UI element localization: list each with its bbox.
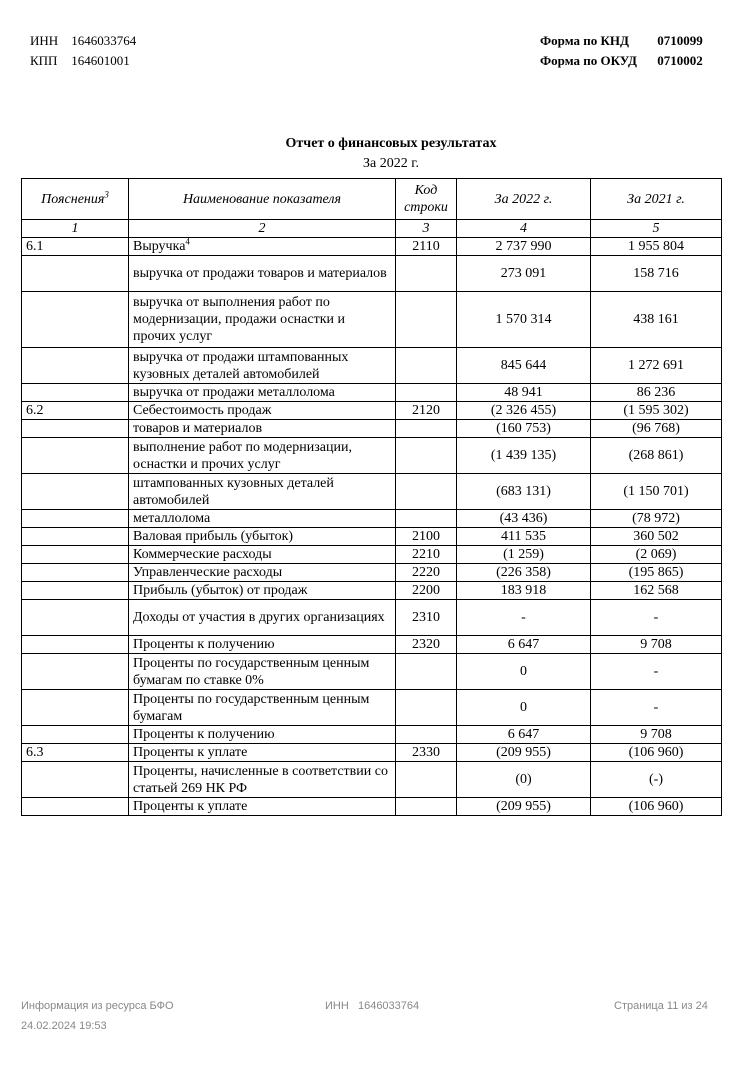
row-name-text: Выручка	[133, 239, 186, 254]
table-row	[22, 420, 722, 438]
row-value-2022: 0	[457, 654, 591, 690]
row-name-text: Проценты к получению	[133, 727, 275, 742]
row-value-2022: 273 091	[457, 256, 591, 292]
row-note	[22, 636, 129, 654]
row-name	[129, 600, 396, 636]
row-code	[396, 726, 457, 744]
col-index: 5	[591, 220, 722, 238]
table-header-row	[22, 179, 722, 220]
row-code	[396, 348, 457, 384]
kpp-line	[30, 51, 136, 71]
kpp-value: 164601001	[71, 53, 130, 68]
financial-results-table	[21, 178, 722, 816]
knd-value: 0710099	[657, 33, 703, 48]
row-value-2022: (209 955)	[457, 744, 591, 762]
okud-line	[540, 51, 703, 71]
row-value-2021: -	[591, 600, 722, 636]
row-name-text: Проценты, начисленные в соответствии со статьей 269 НК РФ	[133, 763, 388, 796]
col-header-notes-text: Пояснения	[41, 191, 105, 207]
table-row	[22, 256, 722, 292]
kpp-label: КПП	[30, 53, 58, 68]
row-code: 2320	[396, 636, 457, 654]
row-note	[22, 510, 129, 528]
table-row	[22, 510, 722, 528]
table-row	[22, 636, 722, 654]
row-name-text: Прибыль (убыток) от продаж	[133, 583, 308, 598]
row-name-text: Проценты по государственным ценным бумагам по ставке 0%	[133, 655, 370, 688]
okud-value: 0710002	[657, 53, 703, 68]
inn-line	[30, 31, 136, 51]
row-name	[129, 762, 396, 798]
row-value-2022: (209 955)	[457, 798, 591, 816]
row-code: 2220	[396, 564, 457, 582]
row-code: 2110	[396, 238, 457, 256]
row-value-2022: (1 439 135)	[457, 438, 591, 474]
row-value-2022: 6 647	[457, 726, 591, 744]
col-index: 3	[396, 220, 457, 238]
row-value-2021: (268 861)	[591, 438, 722, 474]
row-value-2022: (683 131)	[457, 474, 591, 510]
row-name-text: Проценты к уплате	[133, 745, 248, 760]
row-name-text: металлолома	[133, 511, 211, 526]
col-index: 4	[457, 220, 591, 238]
row-value-2022: (160 753)	[457, 420, 591, 438]
row-note	[22, 564, 129, 582]
row-value-2021: 1 272 691	[591, 348, 722, 384]
row-name-text: выполнение работ по модернизации, оснастки и прочих услуг	[133, 439, 352, 472]
inn-value: 1646033764	[71, 33, 137, 48]
row-name	[129, 238, 396, 256]
row-name-text: Управленческие расходы	[133, 565, 283, 580]
row-note	[22, 474, 129, 510]
row-value-2022: 48 941	[457, 384, 591, 402]
row-name-text: Коммерческие расходы	[133, 547, 272, 562]
header-left	[30, 31, 136, 71]
row-code: 2120	[396, 402, 457, 420]
col-header-notes	[22, 179, 129, 220]
row-name-text: выручка от выполнения работ по модернизации, продажи оснастки и прочих услуг	[133, 295, 345, 344]
row-name-text: выручка от продажи штампованных кузовных деталей автомобилей	[133, 349, 349, 382]
row-code	[396, 474, 457, 510]
table-row	[22, 654, 722, 690]
row-note	[22, 348, 129, 384]
table-row	[22, 690, 722, 726]
row-code	[396, 690, 457, 726]
row-name	[129, 726, 396, 744]
table-row	[22, 762, 722, 798]
row-value-2021: (1 595 302)	[591, 402, 722, 420]
row-name	[129, 654, 396, 690]
table-row	[22, 292, 722, 348]
table-row	[22, 528, 722, 546]
row-code	[396, 762, 457, 798]
row-name	[129, 474, 396, 510]
row-name	[129, 384, 396, 402]
table-row	[22, 474, 722, 510]
row-note: 6.3	[22, 744, 129, 762]
row-note	[22, 292, 129, 348]
row-note	[22, 546, 129, 564]
row-code	[396, 654, 457, 690]
col-header-2021: За 2021 г.	[591, 179, 722, 220]
inn-label: ИНН	[30, 33, 59, 48]
row-value-2021: (-)	[591, 762, 722, 798]
row-name-text: товаров и материалов	[133, 421, 263, 436]
table-row	[22, 726, 722, 744]
header-right	[540, 31, 703, 71]
row-value-2022: 0	[457, 690, 591, 726]
table-row	[22, 348, 722, 384]
row-value-2022: (2 326 455)	[457, 402, 591, 420]
row-value-2021: (106 960)	[591, 798, 722, 816]
col-index: 1	[22, 220, 129, 238]
row-value-2021: 9 708	[591, 636, 722, 654]
row-note	[22, 654, 129, 690]
row-code: 2200	[396, 582, 457, 600]
row-value-2021: (2 069)	[591, 546, 722, 564]
table-row	[22, 546, 722, 564]
row-name	[129, 582, 396, 600]
row-name-text: Проценты по государственным ценным бумагам	[133, 691, 370, 724]
row-value-2021: 86 236	[591, 384, 722, 402]
row-note	[22, 726, 129, 744]
row-value-2021: (106 960)	[591, 744, 722, 762]
row-name	[129, 636, 396, 654]
row-note	[22, 798, 129, 816]
table-row	[22, 402, 722, 420]
row-note	[22, 600, 129, 636]
row-note	[22, 528, 129, 546]
row-code	[396, 510, 457, 528]
row-value-2021: 360 502	[591, 528, 722, 546]
row-name-text: Проценты к получению	[133, 637, 275, 652]
row-name-text: Валовая прибыль (убыток)	[133, 529, 294, 544]
row-value-2022: (0)	[457, 762, 591, 798]
row-value-2022: 1 570 314	[457, 292, 591, 348]
report-period: За 2022 г.	[363, 156, 419, 171]
row-note: 6.2	[22, 402, 129, 420]
row-value-2022: 845 644	[457, 348, 591, 384]
col-header-notes-footnote: 3	[104, 188, 109, 199]
row-value-2021: (96 768)	[591, 420, 722, 438]
row-value-2021: (78 972)	[591, 510, 722, 528]
row-code	[396, 292, 457, 348]
row-value-2021: (195 865)	[591, 564, 722, 582]
row-note	[22, 582, 129, 600]
row-value-2021: 162 568	[591, 582, 722, 600]
row-name	[129, 438, 396, 474]
footer-datetime: 24.02.2024 19:53	[21, 1020, 107, 1032]
row-note	[22, 420, 129, 438]
row-name	[129, 546, 396, 564]
row-code: 2310	[396, 600, 457, 636]
table-row	[22, 564, 722, 582]
row-note: 6.1	[22, 238, 129, 256]
row-name-text: Проценты к уплате	[133, 799, 248, 814]
row-value-2022: 183 918	[457, 582, 591, 600]
row-value-2022: (1 259)	[457, 546, 591, 564]
row-value-2022: (226 358)	[457, 564, 591, 582]
row-value-2022: 411 535	[457, 528, 591, 546]
row-name	[129, 256, 396, 292]
col-index: 2	[129, 220, 396, 238]
row-value-2021: -	[591, 654, 722, 690]
column-index-row	[22, 220, 722, 238]
row-note	[22, 384, 129, 402]
row-footnote: 4	[185, 236, 190, 247]
row-name	[129, 528, 396, 546]
row-name-text: выручка от продажи металлолома	[133, 385, 335, 400]
row-name-text: Доходы от участия в других организациях	[133, 610, 385, 625]
table-row	[22, 438, 722, 474]
row-note	[22, 690, 129, 726]
row-name	[129, 292, 396, 348]
row-value-2021: 9 708	[591, 726, 722, 744]
row-name	[129, 420, 396, 438]
knd-label: Форма по КНД	[540, 33, 629, 48]
row-name	[129, 690, 396, 726]
row-note	[22, 438, 129, 474]
col-header-name: Наименование показателя	[129, 179, 396, 220]
footer-source: Информация из ресурса БФО	[21, 1000, 174, 1012]
row-note	[22, 762, 129, 798]
row-code	[396, 798, 457, 816]
footer-inn: ИНН 1646033764	[325, 1000, 420, 1012]
row-value-2021: (1 150 701)	[591, 474, 722, 510]
row-name	[129, 348, 396, 384]
row-name-text: штампованных кузовных деталей автомобилей	[133, 475, 334, 508]
row-name	[129, 564, 396, 582]
okud-label: Форма по ОКУД	[540, 53, 637, 68]
row-name-text: Себестоимость продаж	[133, 403, 272, 418]
row-code: 2100	[396, 528, 457, 546]
table-row	[22, 238, 722, 256]
row-name-text: выручка от продажи товаров и материалов	[133, 266, 387, 281]
table-row	[22, 384, 722, 402]
row-code	[396, 420, 457, 438]
table-row	[22, 582, 722, 600]
table-row	[22, 600, 722, 636]
row-value-2021: 158 716	[591, 256, 722, 292]
row-code	[396, 256, 457, 292]
report-title: Отчет о финансовых результатах	[285, 136, 497, 151]
row-name	[129, 402, 396, 420]
row-name	[129, 510, 396, 528]
row-value-2022: 6 647	[457, 636, 591, 654]
row-code	[396, 384, 457, 402]
col-header-2022: За 2022 г.	[457, 179, 591, 220]
row-code: 2210	[396, 546, 457, 564]
row-code: 2330	[396, 744, 457, 762]
footer-page: Страница 11 из 24	[614, 1000, 708, 1012]
row-value-2022: -	[457, 600, 591, 636]
row-note	[22, 256, 129, 292]
col-header-code: Код строки	[396, 179, 457, 220]
row-value-2021: -	[591, 690, 722, 726]
row-value-2021: 1 955 804	[591, 238, 722, 256]
table-row	[22, 744, 722, 762]
row-code	[396, 438, 457, 474]
row-value-2022: (43 436)	[457, 510, 591, 528]
knd-line	[540, 31, 703, 51]
row-value-2021: 438 161	[591, 292, 722, 348]
table-row	[22, 798, 722, 816]
footer-source-block	[21, 996, 174, 1036]
row-value-2022: 2 737 990	[457, 238, 591, 256]
row-name	[129, 798, 396, 816]
row-name	[129, 744, 396, 762]
